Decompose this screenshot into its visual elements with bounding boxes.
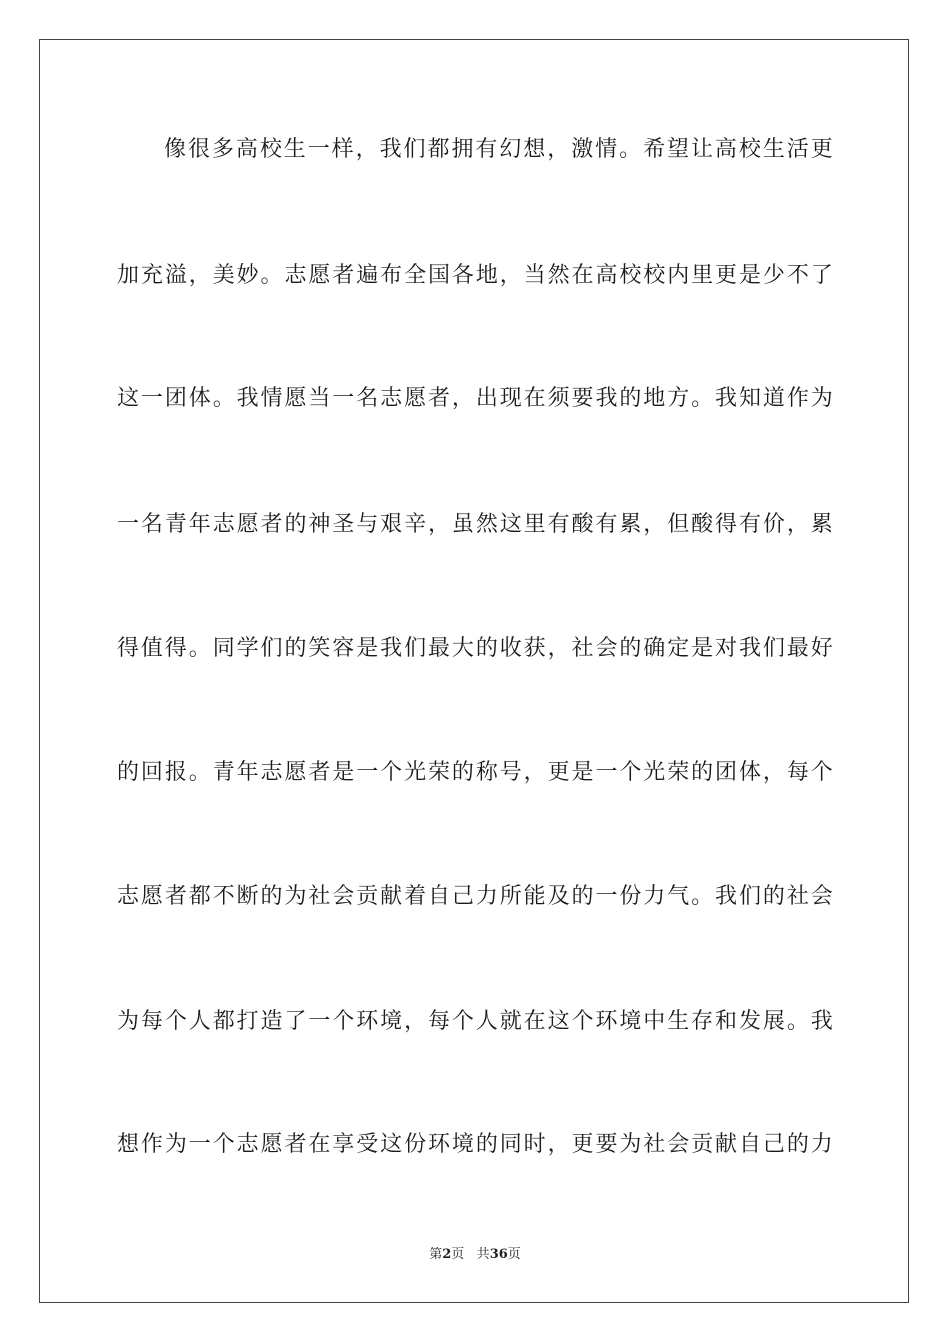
- text-char: 愿: [404, 386, 427, 411]
- text-char: 为: [284, 884, 307, 909]
- text-char: 望: [667, 137, 690, 162]
- text-char: 内: [667, 263, 690, 288]
- text-char: 确: [643, 636, 666, 661]
- text-char: 更: [547, 760, 570, 785]
- text-char: ，: [547, 636, 570, 661]
- text-char: 作: [786, 386, 809, 411]
- text-char: 愿: [284, 760, 307, 785]
- text-char: 会: [810, 884, 833, 909]
- text-char: 各: [451, 263, 474, 288]
- text-char: 多: [211, 137, 234, 162]
- text-char: 志: [212, 512, 235, 537]
- text-char: 年: [236, 760, 259, 785]
- text-char: 为: [117, 1009, 140, 1034]
- text-char: 。: [691, 884, 714, 909]
- text-char: 境: [451, 1132, 474, 1157]
- text-char: 校: [738, 137, 761, 162]
- footer-total-prefix: 共: [476, 1247, 490, 1262]
- text-char: 容: [332, 636, 355, 661]
- text-char: 们: [762, 636, 785, 661]
- text-char: 在: [571, 263, 594, 288]
- text-char: 境: [619, 1009, 642, 1034]
- text-char: 社: [571, 636, 594, 661]
- text-line-6: [117, 756, 833, 790]
- text-char: 道: [762, 386, 785, 411]
- text-char: 有: [595, 512, 618, 537]
- text-char: 者: [332, 263, 355, 288]
- text-char: 都: [188, 884, 211, 909]
- text-char: 的: [284, 636, 307, 661]
- text-char: 情: [595, 137, 618, 162]
- text-char: 圣: [332, 512, 355, 537]
- text-char: 团: [715, 760, 738, 785]
- page-border: [39, 39, 909, 1303]
- text-line-4: [117, 508, 833, 542]
- text-char: 更: [571, 1132, 594, 1157]
- footer-page-prefix: 第: [429, 1247, 443, 1262]
- text-char: 青: [212, 760, 235, 785]
- text-char: 光: [404, 760, 427, 785]
- text-char: 回: [140, 760, 163, 785]
- footer-page-suffix: 页: [451, 1247, 465, 1262]
- text-char: 想: [523, 137, 546, 162]
- text-char: 价: [762, 512, 785, 537]
- text-char: 人: [475, 1009, 498, 1034]
- text-char: 体: [738, 760, 761, 785]
- text-char: 值: [140, 636, 163, 661]
- text-char: 时: [523, 1132, 546, 1157]
- text-char: 更: [810, 137, 833, 162]
- text-char: 社: [308, 884, 331, 909]
- text-char: 名: [140, 512, 163, 537]
- text-char: 生: [667, 1009, 690, 1034]
- text-char: 很: [187, 137, 210, 162]
- text-char: 志: [380, 386, 403, 411]
- text-char: 贡: [356, 884, 379, 909]
- text-char: 为: [810, 386, 833, 411]
- footer-total-suffix: 页: [507, 1247, 521, 1262]
- text-char: 自: [738, 1132, 761, 1157]
- text-char: ，: [643, 512, 666, 537]
- text-char: 定: [667, 636, 690, 661]
- text-char: 了: [810, 263, 833, 288]
- text-char: 大: [451, 636, 474, 661]
- text-char: 我: [380, 636, 403, 661]
- text-char: 荣: [427, 760, 450, 785]
- text-char: 希: [643, 137, 666, 162]
- text-char: 会: [595, 636, 618, 661]
- text-char: 都: [427, 137, 450, 162]
- text-char: 累: [619, 512, 642, 537]
- text-char: 少: [762, 263, 785, 288]
- text-char: 我: [379, 137, 402, 162]
- text-char: 溢: [164, 263, 187, 288]
- text-char: 我: [715, 386, 738, 411]
- text-char: 着: [404, 884, 427, 909]
- text-char: 这: [117, 386, 140, 411]
- text-char: 美: [212, 263, 235, 288]
- text-char: 们: [404, 636, 427, 661]
- text-char: 的: [691, 760, 714, 785]
- text-char: 我: [738, 636, 761, 661]
- text-char: 个: [164, 1009, 187, 1034]
- text-char: 酸: [571, 512, 594, 537]
- text-char: 让: [690, 137, 713, 162]
- text-char: 的: [619, 636, 642, 661]
- text-line-5: [117, 632, 833, 666]
- text-char: 志: [260, 760, 283, 785]
- text-char: 志: [284, 263, 307, 288]
- text-char: 环: [356, 1009, 379, 1034]
- text-char: 个: [380, 760, 403, 785]
- text-char: 的: [786, 1132, 809, 1157]
- text-char: 团: [164, 386, 187, 411]
- text-char: 社: [643, 1132, 666, 1157]
- text-char: 一: [356, 760, 379, 785]
- text-char: 一: [595, 760, 618, 785]
- text-char: 自: [427, 884, 450, 909]
- text-char: ，: [499, 263, 522, 288]
- text-char: 想: [117, 1132, 140, 1157]
- text-char: 加: [117, 263, 140, 288]
- text-char: 个: [571, 1009, 594, 1034]
- text-char: 愿: [140, 884, 163, 909]
- text-char: 这: [499, 512, 522, 537]
- text-char: 但: [667, 512, 690, 537]
- text-char: 我: [595, 386, 618, 411]
- text-char: 和: [715, 1009, 738, 1034]
- text-char: 力: [475, 884, 498, 909]
- text-char: 的: [571, 884, 594, 909]
- text-char: 贡: [691, 1132, 714, 1157]
- text-line-1: [117, 133, 833, 167]
- text-char: 我: [236, 386, 259, 411]
- text-char: 地: [643, 386, 666, 411]
- text-char: 这: [380, 1132, 403, 1157]
- text-char: 里: [691, 263, 714, 288]
- text-char: 有: [738, 512, 761, 537]
- text-char: 酸: [691, 512, 714, 537]
- text-char: 为: [164, 1132, 187, 1157]
- text-char: 享: [332, 1132, 355, 1157]
- text-char: 年: [188, 512, 211, 537]
- text-line-8: [117, 1005, 833, 1039]
- text-char: 会: [332, 884, 355, 909]
- text-char: 气: [667, 884, 690, 909]
- text-char: 作: [140, 1132, 163, 1157]
- text-char: 当: [523, 263, 546, 288]
- text-char: 高: [235, 137, 258, 162]
- text-char: 打: [236, 1009, 259, 1034]
- text-char: 断: [236, 884, 259, 909]
- text-char: 更: [715, 263, 738, 288]
- text-char: 力: [810, 1132, 833, 1157]
- text-char: 。: [619, 137, 642, 162]
- text-char: 得: [117, 636, 140, 661]
- text-char: 的: [619, 386, 642, 411]
- text-char: 神: [308, 512, 331, 537]
- text-char: 笑: [308, 636, 331, 661]
- text-char: 。: [691, 386, 714, 411]
- text-char: 的: [117, 760, 140, 785]
- text-char: 的: [451, 760, 474, 785]
- text-char: 全: [404, 263, 427, 288]
- text-char: 者: [260, 512, 283, 537]
- text-char: 号: [499, 760, 522, 785]
- text-char: 当: [308, 386, 331, 411]
- text-char: 在: [308, 1132, 331, 1157]
- text-char: 环: [595, 1009, 618, 1034]
- text-char: 好: [810, 636, 833, 661]
- text-char: 有: [547, 512, 570, 537]
- text-char: 得: [164, 636, 187, 661]
- text-char: 献: [380, 884, 403, 909]
- text-char: 的: [762, 884, 785, 909]
- text-char: 的: [260, 884, 283, 909]
- text-char: 力: [643, 884, 666, 909]
- text-char: 辛: [404, 512, 427, 537]
- text-char: 方: [667, 386, 690, 411]
- text-char: 遍: [356, 263, 379, 288]
- text-char: 愿: [260, 1132, 283, 1157]
- text-char: 每: [427, 1009, 450, 1034]
- page-footer: [0, 1246, 950, 1264]
- text-char: 存: [691, 1009, 714, 1034]
- text-char: 。: [212, 386, 235, 411]
- text-char: 份: [404, 1132, 427, 1157]
- text-char: 校: [643, 263, 666, 288]
- text-char: ，: [786, 512, 809, 537]
- text-char: 我: [715, 884, 738, 909]
- text-char: 及: [547, 884, 570, 909]
- text-char: 里: [523, 512, 546, 537]
- text-char: 生: [283, 137, 306, 162]
- footer-total-pages: 36: [489, 1247, 508, 1262]
- text-line-3: [117, 382, 833, 416]
- text-char: 对: [715, 636, 738, 661]
- footer-page-number: 2: [442, 1247, 452, 1262]
- text-char: 名: [356, 386, 379, 411]
- text-char: 能: [523, 884, 546, 909]
- text-char: 得: [715, 512, 738, 537]
- text-char: 须: [547, 386, 570, 411]
- text-char: 每: [140, 1009, 163, 1034]
- text-char: 像: [164, 137, 187, 162]
- text-char: 光: [643, 760, 666, 785]
- text-char: 我: [810, 1009, 833, 1034]
- text-char: ，: [762, 760, 785, 785]
- text-char: 所: [499, 884, 522, 909]
- text-char: 样: [331, 137, 354, 162]
- text-line-7: [117, 880, 833, 914]
- text-char: 个: [332, 1009, 355, 1034]
- text-char: 志: [117, 884, 140, 909]
- text-char: 个: [619, 760, 642, 785]
- text-char: 青: [164, 512, 187, 537]
- text-char: 了: [284, 1009, 307, 1034]
- text-char: 艰: [380, 512, 403, 537]
- text-char: 为: [619, 1132, 642, 1157]
- text-char: 中: [643, 1009, 666, 1034]
- text-char: 知: [738, 386, 761, 411]
- text-char: 就: [499, 1009, 522, 1034]
- text-char: 会: [667, 1132, 690, 1157]
- text-char: 体: [188, 386, 211, 411]
- text-char: 最: [786, 636, 809, 661]
- text-char: 布: [380, 263, 403, 288]
- text-char: 每: [786, 760, 809, 785]
- text-char: 出: [475, 386, 498, 411]
- text-char: 。: [188, 760, 211, 785]
- text-char: 累: [810, 512, 833, 537]
- text-char: ，: [427, 512, 450, 537]
- text-char: 的: [284, 512, 307, 537]
- text-char: 。: [786, 1009, 809, 1034]
- text-char: 一: [332, 386, 355, 411]
- text-char: 展: [762, 1009, 785, 1034]
- text-char: 受: [356, 1132, 379, 1157]
- text-char: 不: [212, 884, 235, 909]
- text-char: ，: [404, 1009, 427, 1034]
- text-char: 志: [236, 1132, 259, 1157]
- text-char: 收: [499, 636, 522, 661]
- text-char: 幻: [499, 137, 522, 162]
- text-char: 获: [523, 636, 546, 661]
- text-char: 一: [595, 884, 618, 909]
- text-char: 然: [547, 263, 570, 288]
- text-char: 人: [188, 1009, 211, 1034]
- text-char: 们: [738, 884, 761, 909]
- text-char: 报: [164, 760, 187, 785]
- text-char: 现: [499, 386, 522, 411]
- text-char: 者: [427, 386, 450, 411]
- text-char: 是: [356, 636, 379, 661]
- text-char: 充: [140, 263, 163, 288]
- text-char: 要: [595, 1132, 618, 1157]
- text-char: 一: [188, 1132, 211, 1157]
- text-char: 者: [284, 1132, 307, 1157]
- text-char: 。: [260, 263, 283, 288]
- text-char: 情: [260, 386, 283, 411]
- text-char: 称: [475, 760, 498, 785]
- text-char: 在: [523, 386, 546, 411]
- text-char: ，: [523, 760, 546, 785]
- text-char: 个: [212, 1132, 235, 1157]
- text-char: ，: [547, 137, 570, 162]
- text-char: 高: [714, 137, 737, 162]
- text-char: 高: [595, 263, 618, 288]
- text-char: 造: [260, 1009, 283, 1034]
- text-char: 是: [738, 263, 761, 288]
- text-char: 己: [762, 1132, 785, 1157]
- text-char: 的: [475, 1132, 498, 1157]
- text-char: 发: [738, 1009, 761, 1034]
- text-char: 者: [308, 760, 331, 785]
- text-char: 校: [259, 137, 282, 162]
- text-char: 们: [260, 636, 283, 661]
- text-char: 要: [571, 386, 594, 411]
- text-char: 活: [786, 137, 809, 162]
- text-char: 己: [451, 884, 474, 909]
- text-char: 生: [762, 137, 785, 162]
- text-char: 校: [619, 263, 642, 288]
- text-char: 同: [212, 636, 235, 661]
- text-char: 激: [571, 137, 594, 162]
- text-char: 者: [164, 884, 187, 909]
- text-char: ，: [355, 137, 378, 162]
- text-char: 都: [212, 1009, 235, 1034]
- text-char: 不: [786, 263, 809, 288]
- text-char: 。: [188, 636, 211, 661]
- text-line-2: [117, 259, 833, 293]
- text-char: 然: [475, 512, 498, 537]
- text-char: 的: [475, 636, 498, 661]
- text-char: 们: [403, 137, 426, 162]
- text-char: 个: [451, 1009, 474, 1034]
- text-char: 愿: [236, 512, 259, 537]
- text-char: 荣: [667, 760, 690, 785]
- text-char: 虽: [451, 512, 474, 537]
- text-char: ，: [451, 386, 474, 411]
- text-char: 这: [547, 1009, 570, 1034]
- text-char: 是: [691, 636, 714, 661]
- text-char: 愿: [284, 386, 307, 411]
- text-line-9: [117, 1128, 833, 1162]
- text-char: 一: [308, 1009, 331, 1034]
- text-char: 是: [571, 760, 594, 785]
- text-char: 妙: [236, 263, 259, 288]
- text-char: 一: [307, 137, 330, 162]
- text-char: 与: [356, 512, 379, 537]
- text-char: 份: [619, 884, 642, 909]
- text-char: 国: [427, 263, 450, 288]
- text-char: 环: [427, 1132, 450, 1157]
- text-char: 是: [332, 760, 355, 785]
- text-char: 个: [810, 760, 833, 785]
- text-char: 地: [475, 263, 498, 288]
- text-char: 拥: [451, 137, 474, 162]
- text-char: 一: [140, 386, 163, 411]
- text-char: 愿: [308, 263, 331, 288]
- text-char: 献: [715, 1132, 738, 1157]
- text-char: 学: [236, 636, 259, 661]
- text-char: 同: [499, 1132, 522, 1157]
- text-char: 在: [523, 1009, 546, 1034]
- text-char: ，: [547, 1132, 570, 1157]
- text-char: 境: [380, 1009, 403, 1034]
- text-char: 有: [475, 137, 498, 162]
- text-char: 社: [786, 884, 809, 909]
- text-char: 一: [117, 512, 140, 537]
- text-char: 最: [427, 636, 450, 661]
- text-char: ，: [188, 263, 211, 288]
